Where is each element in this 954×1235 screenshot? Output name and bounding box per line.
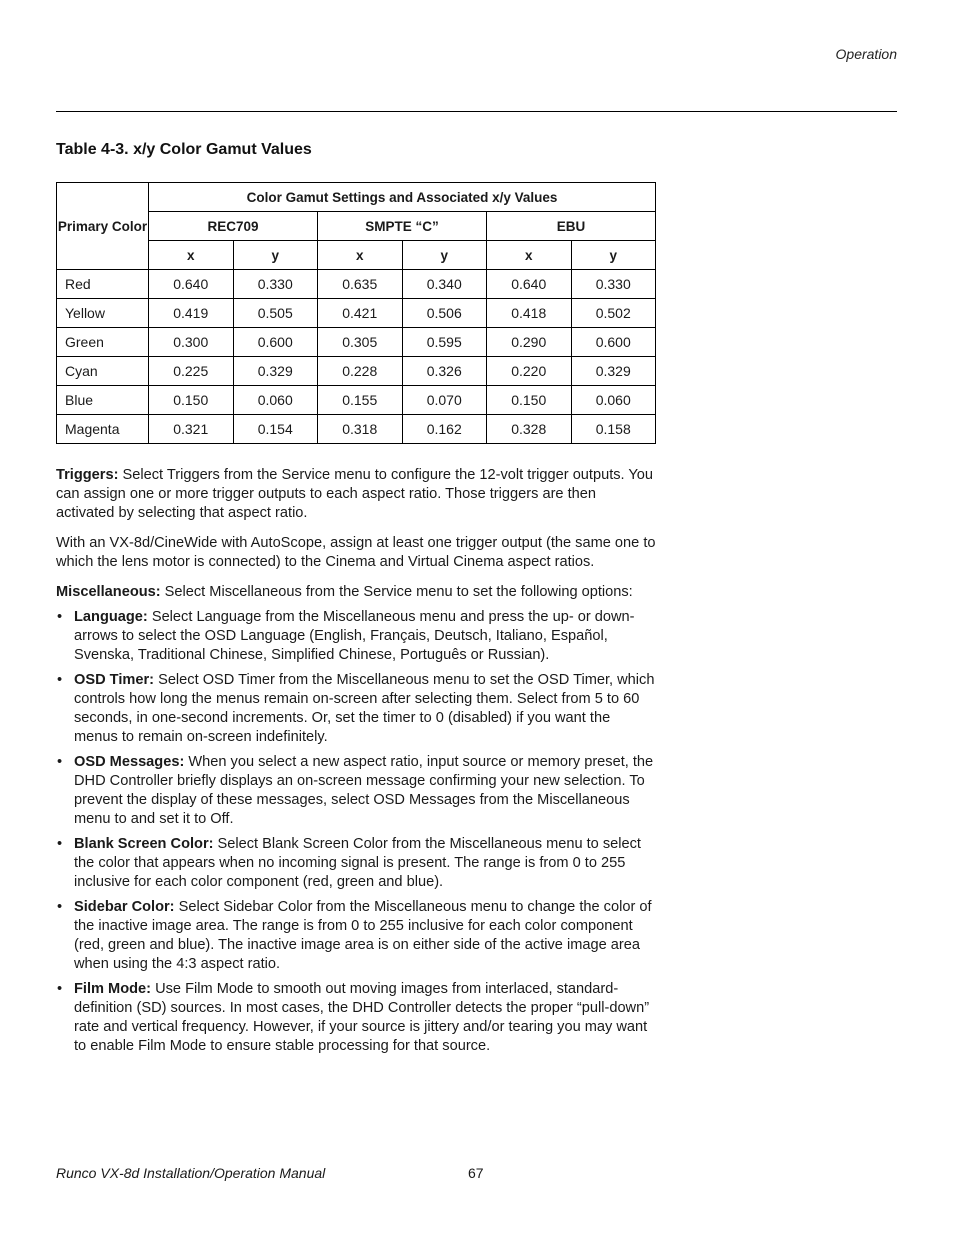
table-row	[57, 328, 656, 357]
gamut-group-header: Color Gamut Settings and Associated x/y Values	[149, 183, 656, 212]
option-term: OSD Messages:	[74, 754, 185, 770]
gamut-value-cell: 0.155	[318, 386, 403, 415]
primary-color-header: Primary Color	[57, 183, 149, 270]
table-row	[57, 299, 656, 328]
primary-color-cell: Blue	[57, 386, 149, 415]
footer-manual-title: Runco VX-8d Installation/Operation Manual	[56, 1165, 326, 1181]
triggers-text: Select Triggers from the Service menu to configure the 12-volt trigger outputs. You can assign one or more trigger outputs to each aspect ratio. Those triggers are then activated by selecting that aspect ratio.	[56, 467, 654, 521]
gamut-value-cell: 0.328	[487, 415, 572, 444]
gamut-value-cell: 0.421	[318, 299, 403, 328]
table-row	[57, 415, 656, 444]
gamut-value-cell: 0.330	[571, 270, 656, 299]
gamut-value-cell: 0.318	[318, 415, 403, 444]
miscellaneous-paragraph	[56, 583, 656, 602]
gamut-value-cell: 0.321	[149, 415, 234, 444]
header-divider	[56, 111, 897, 112]
option-description: Select Language from the Miscellaneous menu and press the up- or down-arrows to select the OSD Language (English, Français, Deutsch, Italiano, Español, Svenska, Traditional Chinese, Simplified Chinese, Português or Russian).	[74, 609, 635, 663]
gamut-value-cell: 0.154	[233, 415, 318, 444]
gamut-value-cell: 0.635	[318, 270, 403, 299]
primary-color-cell: Cyan	[57, 357, 149, 386]
bullet-icon: •	[57, 754, 63, 770]
option-description: Select OSD Timer from the Miscellaneous menu to set the OSD Timer, which controls how long the menus remain on-screen after selecting them. Select from 5 to 60 seconds, in one-second increments. Or, set the timer to 0 (disabled) if you want the menus to remain on-screen indefinitely.	[74, 672, 655, 745]
standard-header-ebu: EBU	[487, 212, 656, 241]
miscellaneous-term: Miscellaneous:	[56, 584, 161, 600]
gamut-value-cell: 0.228	[318, 357, 403, 386]
gamut-value-cell: 0.300	[149, 328, 234, 357]
primary-color-cell: Red	[57, 270, 149, 299]
gamut-value-cell: 0.150	[149, 386, 234, 415]
gamut-value-cell: 0.305	[318, 328, 403, 357]
gamut-value-cell: 0.600	[233, 328, 318, 357]
standard-header-smpte-c: SMPTE “C”	[318, 212, 487, 241]
body-text	[56, 466, 656, 1062]
gamut-value-cell: 0.060	[233, 386, 318, 415]
primary-color-cell: Yellow	[57, 299, 149, 328]
gamut-value-cell: 0.060	[571, 386, 656, 415]
table-body	[57, 270, 656, 444]
gamut-value-cell: 0.330	[233, 270, 318, 299]
gamut-value-cell: 0.418	[487, 299, 572, 328]
gamut-value-cell: 0.162	[402, 415, 487, 444]
gamut-value-cell: 0.326	[402, 357, 487, 386]
axis-header-cell: x	[318, 241, 403, 270]
option-description: Use Film Mode to smooth out moving images from interlaced, standard-definition (SD) sources. In most cases, the DHD Controller detects the proper “pull-down” rate and vertical frequency. However, if your source is jittery and/or tearing you may want to enable Film Mode to ensure stable processing for that source.	[74, 981, 650, 1054]
list-item	[56, 898, 656, 974]
option-description: When you select a new aspect ratio, input source or memory preset, the DHD Controller briefly displays an on-screen message confirming your new selection. To prevent the display of these messages, select OSD Messages from the Miscellaneous menu to and set it to Off.	[74, 754, 654, 827]
standard-header-rec709: REC709	[149, 212, 318, 241]
gamut-value-cell: 0.502	[571, 299, 656, 328]
primary-color-cell: Green	[57, 328, 149, 357]
list-item	[56, 753, 656, 829]
running-header: Operation	[835, 46, 897, 62]
gamut-value-cell: 0.505	[233, 299, 318, 328]
gamut-value-cell: 0.150	[487, 386, 572, 415]
gamut-value-cell: 0.640	[149, 270, 234, 299]
axis-header-cell: y	[233, 241, 318, 270]
table-title: Table 4-3. x/y Color Gamut Values	[56, 141, 312, 158]
primary-color-cell: Magenta	[57, 415, 149, 444]
gamut-value-cell: 0.329	[571, 357, 656, 386]
list-item	[56, 671, 656, 747]
gamut-value-cell: 0.640	[487, 270, 572, 299]
option-term: Sidebar Color:	[74, 899, 175, 915]
gamut-value-cell: 0.419	[149, 299, 234, 328]
gamut-value-cell: 0.070	[402, 386, 487, 415]
gamut-value-cell: 0.225	[149, 357, 234, 386]
gamut-value-cell: 0.600	[571, 328, 656, 357]
bullet-icon: •	[57, 672, 63, 688]
option-description: Select Blank Screen Color from the Miscellaneous menu to select the color that appears when no incoming signal is present. The range is from 0 to 255 inclusive for each color component (red, green and blue).	[74, 836, 641, 890]
option-term: Film Mode:	[74, 981, 152, 997]
option-term: Blank Screen Color:	[74, 836, 214, 852]
gamut-value-cell: 0.290	[487, 328, 572, 357]
axis-header-cell: x	[149, 241, 234, 270]
bullet-icon: •	[57, 609, 63, 625]
list-item	[56, 980, 656, 1056]
miscellaneous-options-list	[56, 608, 656, 1056]
autoscope-paragraph: With an VX-8d/CineWide with AutoScope, assign at least one trigger output (the same one to which the lens motor is connected) to the Cinema and Virtual Cinema aspect ratios.	[56, 535, 656, 570]
gamut-value-cell: 0.506	[402, 299, 487, 328]
gamut-value-cell: 0.340	[402, 270, 487, 299]
axis-header-cell: x	[487, 241, 572, 270]
gamut-value-cell: 0.158	[571, 415, 656, 444]
option-description: Select Sidebar Color from the Miscellaneous menu to change the color of the inactive image area. The range is from 0 to 255 inclusive for each color component (red, green and blue). The inactive image area is on either side of the active image area when using the 4:3 aspect ratio.	[74, 899, 652, 972]
list-item	[56, 608, 656, 665]
axis-header-cell: y	[402, 241, 487, 270]
bullet-icon: •	[57, 836, 63, 852]
gamut-value-cell: 0.220	[487, 357, 572, 386]
footer-page-number: 67	[468, 1165, 484, 1181]
miscellaneous-text: Select Miscellaneous from the Service menu to set the following options:	[160, 584, 633, 600]
table-row	[57, 386, 656, 415]
table-row	[57, 357, 656, 386]
list-item	[56, 835, 656, 892]
triggers-term: Triggers:	[56, 467, 119, 483]
gamut-value-cell: 0.329	[233, 357, 318, 386]
axis-header-cell: y	[571, 241, 656, 270]
gamut-value-cell: 0.595	[402, 328, 487, 357]
bullet-icon: •	[57, 981, 63, 997]
option-term: Language:	[74, 609, 148, 625]
color-gamut-table	[56, 182, 656, 444]
triggers-paragraph	[56, 466, 656, 523]
option-term: OSD Timer:	[74, 672, 155, 688]
bullet-icon: •	[57, 899, 63, 915]
table-row	[57, 270, 656, 299]
